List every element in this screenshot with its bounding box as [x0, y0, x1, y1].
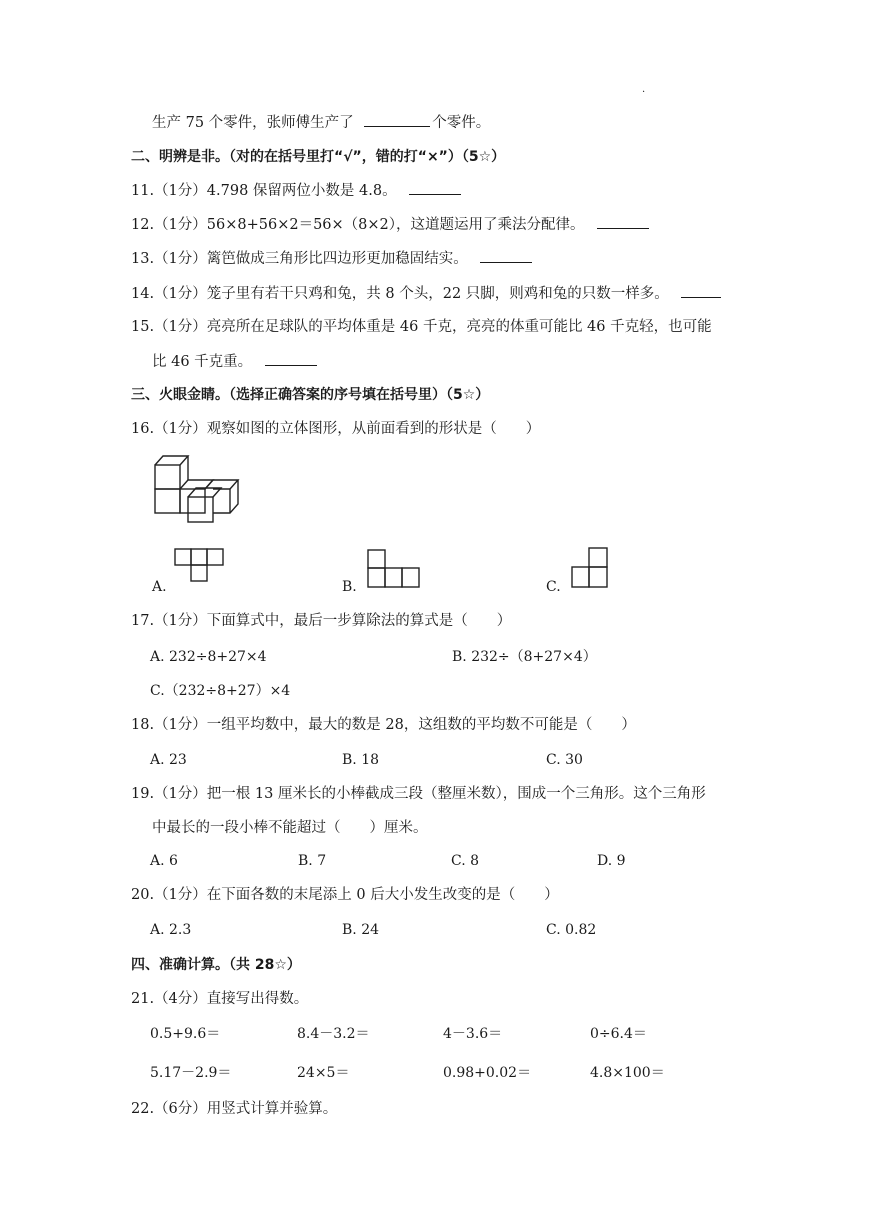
question-15-line1: 15.（1分）亮亮所在足球队的平均体重是 46 千克，亮亮的体重可能比 46 千克轻，也可能 — [131, 319, 712, 335]
q20-option-b[interactable]: B. 24 — [342, 922, 380, 938]
calc-item: 0.5+9.6＝ — [150, 1026, 221, 1042]
q16-option-a-shape — [174, 548, 226, 590]
q16-option-a-label[interactable]: A. — [152, 579, 167, 595]
question-20: 20.（1分）在下面各数的末尾添上 0 后大小发生改变的是（ ） — [131, 887, 559, 903]
question-22: 22.（6分）用竖式计算并验算。 — [131, 1101, 338, 1117]
q19-option-d[interactable]: D. 9 — [597, 853, 626, 869]
answer-blank-12[interactable] — [597, 214, 649, 229]
question-13-text: 13.（1分）篱笆做成三角形比四边形更加稳固结实。 — [131, 251, 468, 267]
question-14-text: 14.（1分）笼子里有若干只鸡和兔，共 8 个头，22 只脚，则鸡和兔的只数一样多。 — [131, 286, 669, 302]
calc-item: 8.4－3.2＝ — [297, 1026, 370, 1042]
answer-blank-14[interactable] — [681, 283, 721, 298]
q19-option-b[interactable]: B. 7 — [298, 853, 327, 869]
q19-option-c[interactable]: C. 8 — [451, 853, 480, 869]
calc-item: 4－3.6＝ — [443, 1026, 503, 1042]
answer-blank[interactable] — [364, 112, 430, 127]
q16-option-c-shape — [570, 546, 612, 590]
section4-title: 四、准确计算。（共 28☆） — [131, 957, 301, 973]
q16-option-b-label[interactable]: B. — [342, 579, 357, 595]
calc-item: 5.17－2.9＝ — [150, 1065, 232, 1081]
question-19-line1: 19.（1分）把一根 13 厘米长的小棒截成三段（整厘米数），围成一个三角形。这个三角形 — [131, 786, 706, 802]
q17-option-b[interactable]: B. 232÷（8+27×4） — [452, 649, 597, 665]
question-21: 21.（4分）直接写出得数。 — [131, 991, 309, 1007]
q20-option-a[interactable]: A. 2.3 — [150, 922, 192, 938]
calc-item: 0.98+0.02＝ — [443, 1065, 532, 1081]
answer-blank-13[interactable] — [480, 248, 532, 263]
question-14 — [131, 283, 721, 304]
question-12-text: 12.（1分）56×8+56×2＝56×（8×2），这道题运用了乘法分配律。 — [131, 217, 585, 233]
question-13 — [131, 248, 532, 269]
question-16: 16.（1分）观察如图的立体图形，从前面看到的形状是（ ） — [131, 421, 541, 437]
intro-line — [152, 112, 490, 133]
calc-item: 4.8×100＝ — [590, 1065, 665, 1081]
question-15-line2 — [152, 351, 317, 372]
question-19-line2: 中最长的一段小棒不能超过（ ）厘米。 — [152, 820, 428, 836]
q18-option-b[interactable]: B. 18 — [342, 752, 380, 768]
calc-item: 0÷6.4＝ — [590, 1026, 647, 1042]
question-12 — [131, 214, 649, 235]
question-11 — [131, 180, 461, 201]
answer-blank-11[interactable] — [409, 180, 461, 195]
cube-solid-figure — [150, 453, 242, 527]
answer-blank-15[interactable] — [265, 351, 317, 366]
q18-option-c[interactable]: C. 30 — [546, 752, 583, 768]
q17-option-c[interactable]: C.（232÷8+27）×4 — [150, 683, 291, 699]
question-15-text: 比 46 千克重。 — [152, 354, 253, 370]
question-17: 17.（1分）下面算式中，最后一步算除法的算式是（ ） — [131, 613, 512, 629]
section3-title: 三、火眼金睛。（选择正确答案的序号填在括号里）（5☆） — [131, 387, 490, 403]
intro-text-before: 生产 75 个零件，张师傅生产了 — [152, 115, 354, 131]
question-18: 18.（1分）一组平均数中，最大的数是 28，这组数的平均数不可能是（ ） — [131, 717, 636, 733]
q20-option-c[interactable]: C. 0.82 — [546, 922, 597, 938]
q19-option-a[interactable]: A. 6 — [150, 853, 178, 869]
q16-option-c-label[interactable]: C. — [546, 579, 561, 595]
calc-item: 24×5＝ — [297, 1065, 350, 1081]
q18-option-a[interactable]: A. 23 — [150, 752, 187, 768]
question-11-text: 11.（1分）4.798 保留两位小数是 4.8。 — [131, 183, 397, 199]
section2-title: 二、明辨是非。（对的在括号里打“√”，错的打“×”）（5☆） — [131, 149, 506, 165]
page-dot: . — [642, 84, 646, 95]
intro-text-after: 个零件。 — [432, 115, 491, 131]
q17-option-a[interactable]: A. 232÷8+27×4 — [150, 649, 267, 665]
q16-option-b-shape — [366, 548, 422, 590]
